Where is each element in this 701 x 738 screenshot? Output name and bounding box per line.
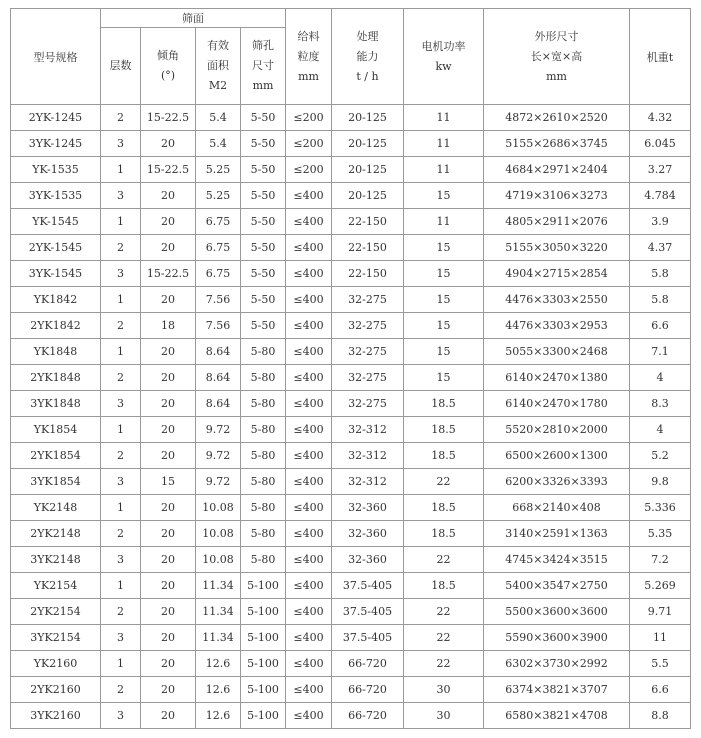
cell-aperture: 5-80: [241, 365, 286, 391]
cell-model: 3YK2160: [11, 703, 101, 729]
cell-angle: 20: [141, 365, 196, 391]
cell-feed: ≤400: [286, 417, 332, 443]
cell-aperture: 5-80: [241, 469, 286, 495]
cell-layers: 2: [101, 235, 141, 261]
cell-layers: 1: [101, 157, 141, 183]
cell-area: 6.75: [196, 235, 241, 261]
cell-aperture: 5-50: [241, 157, 286, 183]
cell-model: 2YK2160: [11, 677, 101, 703]
table-row: [11, 339, 691, 365]
cell-weight: 5.8: [630, 287, 691, 313]
cell-aperture: 5-50: [241, 235, 286, 261]
cell-aperture: 5-50: [241, 183, 286, 209]
cell-feed: ≤400: [286, 573, 332, 599]
cell-weight: 4.32: [630, 105, 691, 131]
cell-capacity: 37.5-405: [332, 625, 404, 651]
cell-layers: 3: [101, 469, 141, 495]
spec-table-container: [10, 8, 691, 729]
cell-dimensions: 6500×2600×1300: [484, 443, 630, 469]
cell-model: YK-1545: [11, 209, 101, 235]
header-feed-line3: mm: [298, 69, 319, 83]
header-feed-line1: 给料: [297, 29, 320, 43]
cell-layers: 3: [101, 625, 141, 651]
cell-model: YK-1535: [11, 157, 101, 183]
cell-model: 2YK1854: [11, 443, 101, 469]
cell-motor: 22: [404, 625, 484, 651]
cell-feed: ≤400: [286, 521, 332, 547]
cell-capacity: 32-312: [332, 417, 404, 443]
cell-dimensions: 6302×3730×2992: [484, 651, 630, 677]
cell-angle: 20: [141, 235, 196, 261]
cell-angle: 20: [141, 417, 196, 443]
cell-feed: ≤400: [286, 339, 332, 365]
cell-dimensions: 4476×3303×2550: [484, 287, 630, 313]
cell-motor: 15: [404, 183, 484, 209]
header-area-line2: 面积: [207, 59, 229, 72]
cell-feed: ≤400: [286, 183, 332, 209]
cell-capacity: 20-125: [332, 157, 404, 183]
cell-weight: 4.37: [630, 235, 691, 261]
cell-feed: ≤400: [286, 261, 332, 287]
cell-weight: 4: [630, 365, 691, 391]
cell-model: 3YK1848: [11, 391, 101, 417]
table-row: [11, 105, 691, 131]
cell-angle: 20: [141, 625, 196, 651]
cell-area: 7.56: [196, 313, 241, 339]
cell-area: 6.75: [196, 261, 241, 287]
table-row: [11, 703, 691, 729]
cell-capacity: 22-150: [332, 209, 404, 235]
cell-dimensions: 6200×3326×3393: [484, 469, 630, 495]
cell-angle: 20: [141, 547, 196, 573]
header-area-line1: 有效: [207, 39, 229, 52]
cell-motor: 22: [404, 547, 484, 573]
cell-weight: 9.71: [630, 599, 691, 625]
cell-capacity: 32-275: [332, 313, 404, 339]
cell-aperture: 5-80: [241, 443, 286, 469]
cell-capacity: 32-275: [332, 365, 404, 391]
cell-motor: 18.5: [404, 521, 484, 547]
cell-angle: 20: [141, 677, 196, 703]
cell-feed: ≤400: [286, 651, 332, 677]
cell-capacity: 32-275: [332, 339, 404, 365]
cell-dimensions: 4476×3303×2953: [484, 313, 630, 339]
table-row: [11, 573, 691, 599]
cell-area: 8.64: [196, 365, 241, 391]
cell-dimensions: 5400×3547×2750: [484, 573, 630, 599]
cell-layers: 1: [101, 573, 141, 599]
cell-aperture: 5-50: [241, 287, 286, 313]
header-aperture-line3: mm: [252, 79, 274, 92]
table-row: [11, 183, 691, 209]
header-layers: 层数: [101, 28, 141, 105]
cell-weight: 3.27: [630, 157, 691, 183]
header-capacity: [332, 9, 404, 105]
cell-angle: 20: [141, 599, 196, 625]
cell-model: YK2148: [11, 495, 101, 521]
cell-area: 7.56: [196, 287, 241, 313]
cell-angle: 20: [141, 183, 196, 209]
cell-capacity: 32-360: [332, 521, 404, 547]
cell-dimensions: 5155×2686×3745: [484, 131, 630, 157]
cell-layers: 2: [101, 313, 141, 339]
cell-weight: 9.8: [630, 469, 691, 495]
header-angle: [141, 28, 196, 105]
cell-weight: 8.3: [630, 391, 691, 417]
cell-motor: 30: [404, 703, 484, 729]
cell-layers: 2: [101, 677, 141, 703]
cell-weight: 5.8: [630, 261, 691, 287]
cell-motor: 15: [404, 339, 484, 365]
cell-angle: 20: [141, 651, 196, 677]
cell-angle: 20: [141, 521, 196, 547]
table-row: [11, 313, 691, 339]
cell-feed: ≤400: [286, 365, 332, 391]
cell-feed: ≤400: [286, 495, 332, 521]
cell-angle: 20: [141, 443, 196, 469]
cell-aperture: 5-100: [241, 599, 286, 625]
cell-capacity: 32-275: [332, 287, 404, 313]
cell-aperture: 5-80: [241, 391, 286, 417]
cell-aperture: 5-80: [241, 417, 286, 443]
cell-motor: 15: [404, 313, 484, 339]
table-row: [11, 651, 691, 677]
cell-dimensions: 6374×3821×3707: [484, 677, 630, 703]
cell-layers: 3: [101, 131, 141, 157]
cell-angle: 20: [141, 495, 196, 521]
cell-layers: 3: [101, 261, 141, 287]
table-row: [11, 469, 691, 495]
cell-angle: 15: [141, 469, 196, 495]
cell-dimensions: 4684×2971×2404: [484, 157, 630, 183]
cell-angle: 20: [141, 573, 196, 599]
cell-motor: 18.5: [404, 391, 484, 417]
cell-dimensions: 6580×3821×4708: [484, 703, 630, 729]
cell-dimensions: 5155×3050×3220: [484, 235, 630, 261]
cell-model: 3YK2148: [11, 547, 101, 573]
header-capacity-line1: 处理: [356, 29, 379, 43]
cell-layers: 2: [101, 599, 141, 625]
cell-layers: 2: [101, 105, 141, 131]
header-angle-line1: 倾角: [157, 49, 179, 62]
cell-model: YK1842: [11, 287, 101, 313]
header-area-line3: M2: [208, 79, 228, 92]
cell-weight: 11: [630, 625, 691, 651]
cell-feed: ≤400: [286, 599, 332, 625]
header-aperture: [241, 28, 286, 105]
cell-angle: 15-22.5: [141, 105, 196, 131]
table-row: [11, 443, 691, 469]
cell-motor: 18.5: [404, 417, 484, 443]
cell-model: YK2154: [11, 573, 101, 599]
cell-capacity: 32-360: [332, 547, 404, 573]
cell-aperture: 5-100: [241, 651, 286, 677]
cell-layers: 3: [101, 703, 141, 729]
cell-capacity: 32-312: [332, 443, 404, 469]
cell-aperture: 5-80: [241, 339, 286, 365]
cell-feed: ≤400: [286, 443, 332, 469]
cell-aperture: 5-100: [241, 677, 286, 703]
cell-capacity: 66-720: [332, 677, 404, 703]
table-row: [11, 261, 691, 287]
cell-capacity: 22-150: [332, 261, 404, 287]
table-row: [11, 235, 691, 261]
cell-angle: 15-22.5: [141, 157, 196, 183]
cell-model: 2YK1848: [11, 365, 101, 391]
cell-area: 11.34: [196, 625, 241, 651]
cell-aperture: 5-50: [241, 209, 286, 235]
cell-layers: 3: [101, 183, 141, 209]
cell-capacity: 22-150: [332, 235, 404, 261]
table-row: [11, 677, 691, 703]
table-header: [11, 9, 691, 105]
cell-area: 6.75: [196, 209, 241, 235]
header-feed-line2: 粒度: [297, 49, 320, 63]
header-area: [196, 28, 241, 105]
cell-dimensions: 4719×3106×3273: [484, 183, 630, 209]
cell-area: 11.34: [196, 573, 241, 599]
cell-dimensions: 4904×2715×2854: [484, 261, 630, 287]
cell-area: 12.6: [196, 651, 241, 677]
cell-weight: 8.8: [630, 703, 691, 729]
table-row: [11, 365, 691, 391]
cell-aperture: 5-100: [241, 573, 286, 599]
cell-layers: 1: [101, 287, 141, 313]
cell-feed: ≤400: [286, 313, 332, 339]
cell-area: 10.08: [196, 521, 241, 547]
cell-weight: 5.269: [630, 573, 691, 599]
cell-weight: 5.2: [630, 443, 691, 469]
cell-model: 3YK-1245: [11, 131, 101, 157]
cell-area: 10.08: [196, 547, 241, 573]
cell-motor: 22: [404, 651, 484, 677]
header-weight: 机重t: [630, 9, 691, 105]
cell-feed: ≤400: [286, 469, 332, 495]
cell-area: 10.08: [196, 495, 241, 521]
table-row: [11, 417, 691, 443]
table-row: [11, 547, 691, 573]
cell-area: 11.34: [196, 599, 241, 625]
header-dimensions: [484, 9, 630, 105]
cell-layers: 3: [101, 547, 141, 573]
cell-motor: 22: [404, 599, 484, 625]
header-motor: [404, 9, 484, 105]
cell-area: 5.25: [196, 157, 241, 183]
header-feed: [286, 9, 332, 105]
cell-aperture: 5-50: [241, 105, 286, 131]
header-angle-line2: (°): [160, 69, 176, 82]
cell-layers: 2: [101, 443, 141, 469]
cell-feed: ≤200: [286, 157, 332, 183]
cell-weight: 7.1: [630, 339, 691, 365]
cell-capacity: 20-125: [332, 183, 404, 209]
cell-angle: 20: [141, 131, 196, 157]
table-row: [11, 599, 691, 625]
cell-dimensions: 5520×2810×2000: [484, 417, 630, 443]
cell-weight: 7.2: [630, 547, 691, 573]
cell-aperture: 5-100: [241, 703, 286, 729]
cell-angle: 18: [141, 313, 196, 339]
cell-weight: 3.9: [630, 209, 691, 235]
cell-area: 8.64: [196, 339, 241, 365]
cell-area: 5.25: [196, 183, 241, 209]
table-row: [11, 287, 691, 313]
cell-dimensions: 4805×2911×2076: [484, 209, 630, 235]
cell-feed: ≤400: [286, 677, 332, 703]
cell-aperture: 5-80: [241, 521, 286, 547]
cell-capacity: 37.5-405: [332, 573, 404, 599]
cell-area: 12.6: [196, 703, 241, 729]
cell-model: 3YK2154: [11, 625, 101, 651]
cell-dimensions: 668×2140×408: [484, 495, 630, 521]
table-row: [11, 625, 691, 651]
cell-angle: 20: [141, 287, 196, 313]
cell-feed: ≤400: [286, 703, 332, 729]
cell-motor: 22: [404, 469, 484, 495]
header-capacity-line2: 能力: [356, 49, 379, 63]
cell-model: YK2160: [11, 651, 101, 677]
cell-angle: 15-22.5: [141, 261, 196, 287]
cell-dimensions: 6140×2470×1380: [484, 365, 630, 391]
cell-capacity: 32-275: [332, 391, 404, 417]
cell-feed: ≤400: [286, 391, 332, 417]
table-body: [11, 105, 691, 729]
table-row: [11, 495, 691, 521]
cell-weight: 5.35: [630, 521, 691, 547]
cell-dimensions: 5055×3300×2468: [484, 339, 630, 365]
cell-aperture: 5-80: [241, 547, 286, 573]
table-row: [11, 157, 691, 183]
cell-aperture: 5-50: [241, 131, 286, 157]
cell-motor: 15: [404, 261, 484, 287]
cell-weight: 5.5: [630, 651, 691, 677]
cell-weight: 6.6: [630, 677, 691, 703]
header-aperture-line2: 尺寸: [252, 59, 274, 72]
cell-layers: 2: [101, 521, 141, 547]
cell-feed: ≤400: [286, 235, 332, 261]
cell-aperture: 5-80: [241, 495, 286, 521]
cell-capacity: 37.5-405: [332, 599, 404, 625]
cell-model: 3YK-1535: [11, 183, 101, 209]
cell-model: YK1854: [11, 417, 101, 443]
header-motor-line1: 电机功率: [421, 39, 466, 53]
cell-dimensions: 4745×3424×3515: [484, 547, 630, 573]
cell-weight: 6.6: [630, 313, 691, 339]
cell-weight: 4: [630, 417, 691, 443]
cell-weight: 5.336: [630, 495, 691, 521]
cell-layers: 1: [101, 417, 141, 443]
cell-layers: 3: [101, 391, 141, 417]
cell-motor: 11: [404, 105, 484, 131]
cell-dimensions: 5590×3600×3900: [484, 625, 630, 651]
cell-aperture: 5-50: [241, 261, 286, 287]
cell-capacity: 32-312: [332, 469, 404, 495]
cell-model: 3YK-1545: [11, 261, 101, 287]
cell-area: 9.72: [196, 417, 241, 443]
header-screen-group: 筛面: [101, 9, 286, 28]
cell-angle: 20: [141, 339, 196, 365]
cell-angle: 20: [141, 703, 196, 729]
cell-area: 5.4: [196, 131, 241, 157]
cell-weight: 4.784: [630, 183, 691, 209]
cell-capacity: 32-360: [332, 495, 404, 521]
cell-layers: 1: [101, 339, 141, 365]
header-dimensions-line2: 长×宽×高: [530, 49, 583, 63]
cell-area: 9.72: [196, 443, 241, 469]
cell-feed: ≤400: [286, 625, 332, 651]
cell-capacity: 66-720: [332, 651, 404, 677]
cell-model: 2YK-1245: [11, 105, 101, 131]
cell-motor: 15: [404, 365, 484, 391]
cell-dimensions: 4872×2610×2520: [484, 105, 630, 131]
cell-model: 2YK2148: [11, 521, 101, 547]
header-dimensions-line3: mm: [546, 69, 567, 83]
cell-dimensions: 5500×3600×3600: [484, 599, 630, 625]
cell-model: 2YK1842: [11, 313, 101, 339]
cell-feed: ≤400: [286, 287, 332, 313]
cell-motor: 18.5: [404, 443, 484, 469]
cell-dimensions: 3140×2591×1363: [484, 521, 630, 547]
cell-area: 5.4: [196, 105, 241, 131]
cell-area: 8.64: [196, 391, 241, 417]
cell-motor: 11: [404, 209, 484, 235]
cell-motor: 15: [404, 235, 484, 261]
cell-motor: 18.5: [404, 573, 484, 599]
cell-layers: 2: [101, 365, 141, 391]
cell-angle: 20: [141, 391, 196, 417]
cell-angle: 20: [141, 209, 196, 235]
header-dimensions-line1: 外形尺寸: [534, 29, 579, 43]
table-row: [11, 209, 691, 235]
cell-capacity: 20-125: [332, 105, 404, 131]
cell-motor: 15: [404, 287, 484, 313]
cell-layers: 1: [101, 209, 141, 235]
cell-area: 9.72: [196, 469, 241, 495]
cell-aperture: 5-50: [241, 313, 286, 339]
cell-aperture: 5-100: [241, 625, 286, 651]
cell-capacity: 20-125: [332, 131, 404, 157]
cell-feed: ≤200: [286, 105, 332, 131]
cell-feed: ≤400: [286, 209, 332, 235]
cell-area: 12.6: [196, 677, 241, 703]
cell-model: YK1848: [11, 339, 101, 365]
header-capacity-line3: t / h: [356, 69, 379, 83]
header-motor-line2: kw: [435, 59, 452, 73]
cell-capacity: 66-720: [332, 703, 404, 729]
cell-model: 2YK2154: [11, 599, 101, 625]
table-row: [11, 131, 691, 157]
cell-layers: 1: [101, 495, 141, 521]
table-row: [11, 521, 691, 547]
cell-feed: ≤200: [286, 131, 332, 157]
header-aperture-line1: 筛孔: [252, 39, 274, 52]
cell-layers: 1: [101, 651, 141, 677]
cell-motor: 30: [404, 677, 484, 703]
table-row: [11, 391, 691, 417]
cell-feed: ≤400: [286, 547, 332, 573]
cell-dimensions: 6140×2470×1780: [484, 391, 630, 417]
header-model: 型号规格: [11, 9, 101, 105]
cell-weight: 6.045: [630, 131, 691, 157]
cell-model: 2YK-1545: [11, 235, 101, 261]
cell-motor: 18.5: [404, 495, 484, 521]
cell-motor: 11: [404, 157, 484, 183]
cell-motor: 11: [404, 131, 484, 157]
spec-table: [10, 8, 691, 729]
cell-model: 3YK1854: [11, 469, 101, 495]
